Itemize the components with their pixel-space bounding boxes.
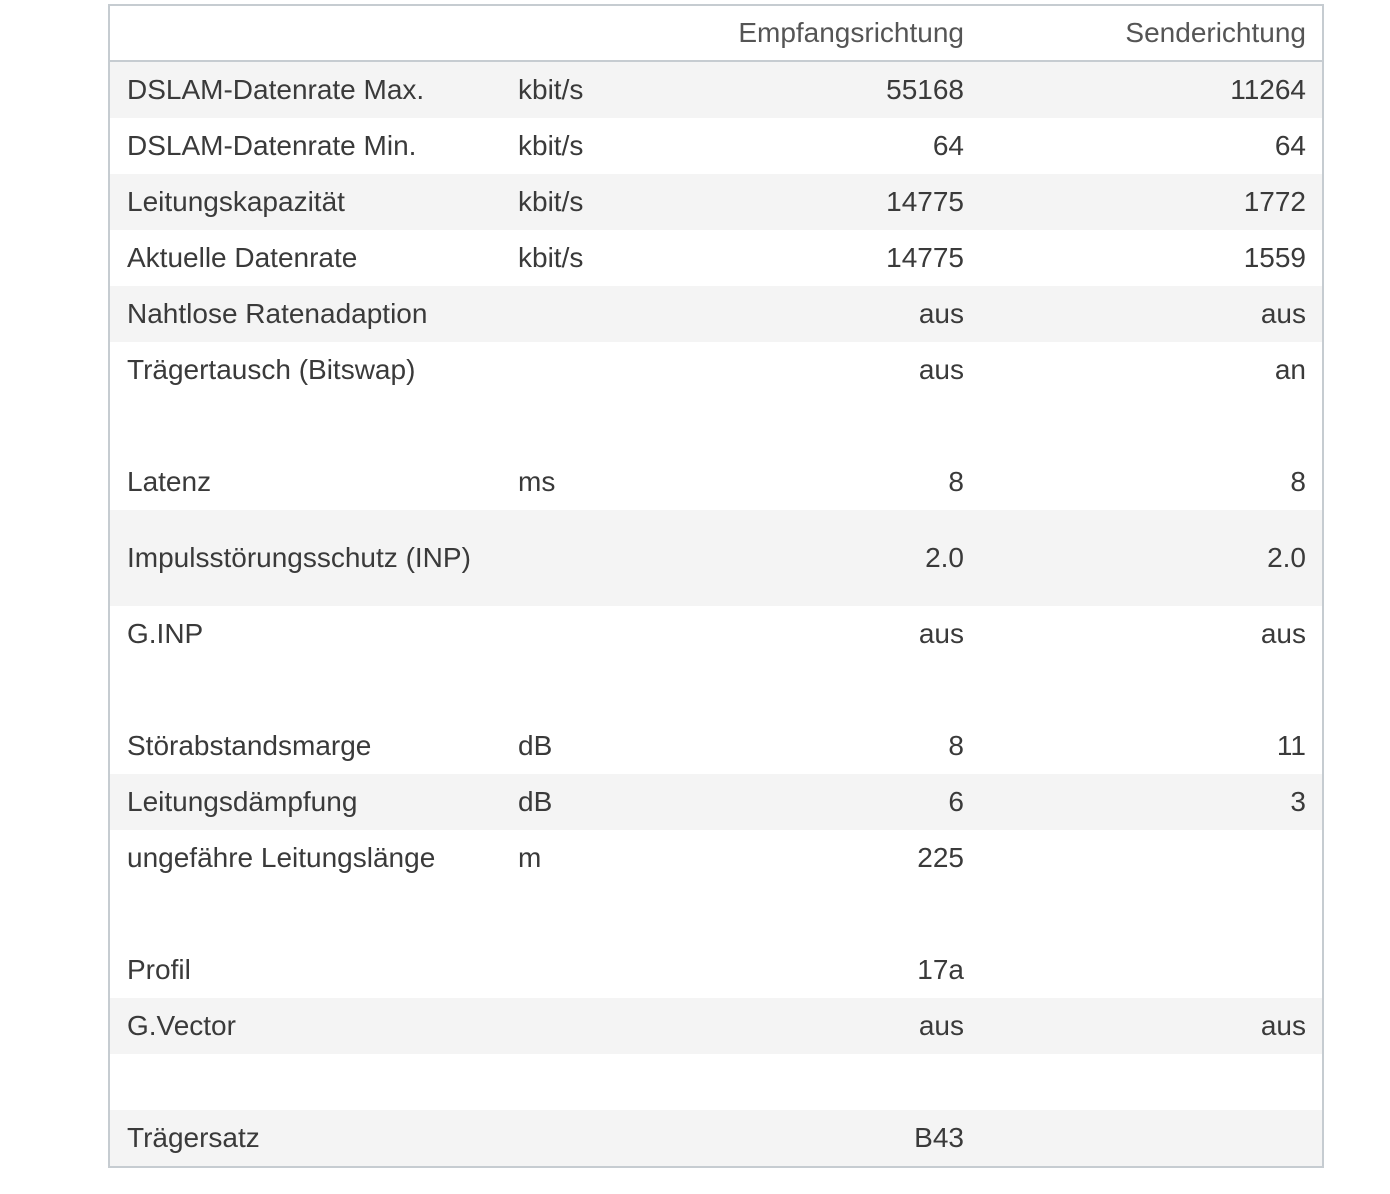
row-label: Profil: [110, 942, 500, 998]
row-unit: kbit/s: [500, 61, 710, 118]
row-downstream-value: 14775: [710, 230, 980, 286]
table-header-row: [110, 6, 1322, 61]
row-downstream-value: 225: [710, 830, 980, 886]
row-label: G.Vector: [110, 998, 500, 1054]
row-unit: [500, 886, 710, 942]
row-label: Trägersatz: [110, 1110, 500, 1166]
row-label: G.INP: [110, 606, 500, 662]
row-label: Nahtlose Ratenadaption: [110, 286, 500, 342]
row-unit: kbit/s: [500, 174, 710, 230]
row-downstream-value: [710, 398, 980, 454]
dsl-info-table-container: [108, 4, 1324, 1168]
row-unit: [500, 398, 710, 454]
row-label: Impulsstörungsschutz (INP): [110, 510, 500, 606]
row-downstream-value: B43: [710, 1110, 980, 1166]
row-unit: [500, 1054, 710, 1110]
row-unit: m: [500, 830, 710, 886]
row-unit: dB: [500, 718, 710, 774]
row-downstream-value: 8: [710, 454, 980, 510]
row-unit: kbit/s: [500, 230, 710, 286]
row-downstream-value: aus: [710, 342, 980, 398]
row-downstream-value: [710, 662, 980, 718]
row-downstream-value: 8: [710, 718, 980, 774]
row-label: Trägertausch (Bitswap): [110, 342, 500, 398]
row-upstream-value: aus: [980, 286, 1322, 342]
table-row: [110, 454, 1322, 510]
table-row: [110, 118, 1322, 174]
row-label: Latenz: [110, 454, 500, 510]
dsl-info-table: [110, 6, 1322, 1166]
table-row: [110, 230, 1322, 286]
row-upstream-value: an: [980, 342, 1322, 398]
table-row: [110, 510, 1322, 606]
row-label: [110, 662, 500, 718]
row-unit: [500, 510, 710, 606]
row-downstream-value: 14775: [710, 174, 980, 230]
table-row: [110, 1110, 1322, 1166]
row-downstream-value: aus: [710, 606, 980, 662]
table-row: [110, 718, 1322, 774]
row-upstream-value: 3: [980, 774, 1322, 830]
row-upstream-value: 11264: [980, 61, 1322, 118]
row-label: Störabstandsmarge: [110, 718, 500, 774]
row-upstream-value: [980, 942, 1322, 998]
row-downstream-value: 2.0: [710, 510, 980, 606]
header-unit: [500, 6, 710, 61]
row-unit: dB: [500, 774, 710, 830]
row-label: Aktuelle Datenrate: [110, 230, 500, 286]
header-downstream: Empfangsrichtung: [710, 6, 980, 61]
row-unit: [500, 342, 710, 398]
row-label: Leitungskapazität: [110, 174, 500, 230]
row-upstream-value: 2.0: [980, 510, 1322, 606]
row-label: Leitungsdämpfung: [110, 774, 500, 830]
row-upstream-value: [980, 1110, 1322, 1166]
row-downstream-value: aus: [710, 998, 980, 1054]
row-downstream-value: [710, 886, 980, 942]
row-upstream-value: 1559: [980, 230, 1322, 286]
table-spacer-row: [110, 886, 1322, 942]
row-label: ungefähre Leitungslänge: [110, 830, 500, 886]
table-row: [110, 342, 1322, 398]
table-row: [110, 606, 1322, 662]
header-label: [110, 6, 500, 61]
row-upstream-value: [980, 662, 1322, 718]
row-unit: [500, 1110, 710, 1166]
row-upstream-value: aus: [980, 606, 1322, 662]
row-upstream-value: aus: [980, 998, 1322, 1054]
table-spacer-row: [110, 398, 1322, 454]
row-unit: ms: [500, 454, 710, 510]
row-upstream-value: 1772: [980, 174, 1322, 230]
table-row: [110, 61, 1322, 118]
table-row: [110, 942, 1322, 998]
row-downstream-value: [710, 1054, 980, 1110]
row-unit: [500, 998, 710, 1054]
row-downstream-value: 6: [710, 774, 980, 830]
row-upstream-value: [980, 1054, 1322, 1110]
row-label: [110, 1054, 500, 1110]
row-upstream-value: [980, 886, 1322, 942]
row-unit: kbit/s: [500, 118, 710, 174]
table-row: [110, 286, 1322, 342]
row-label: DSLAM-Datenrate Max.: [110, 61, 500, 118]
table-row: [110, 774, 1322, 830]
row-downstream-value: 55168: [710, 61, 980, 118]
row-upstream-value: 64: [980, 118, 1322, 174]
row-unit: [500, 606, 710, 662]
row-unit: [500, 942, 710, 998]
row-downstream-value: 64: [710, 118, 980, 174]
row-upstream-value: [980, 398, 1322, 454]
table-row: [110, 174, 1322, 230]
table-row: [110, 998, 1322, 1054]
table-row: [110, 830, 1322, 886]
header-upstream: Senderichtung: [980, 6, 1322, 61]
row-downstream-value: aus: [710, 286, 980, 342]
row-upstream-value: 11: [980, 718, 1322, 774]
row-label: DSLAM-Datenrate Min.: [110, 118, 500, 174]
row-unit: [500, 662, 710, 718]
row-upstream-value: 8: [980, 454, 1322, 510]
table-spacer-row: [110, 662, 1322, 718]
row-label: [110, 886, 500, 942]
row-unit: [500, 286, 710, 342]
row-upstream-value: [980, 830, 1322, 886]
table-spacer-row: [110, 1054, 1322, 1110]
row-label: [110, 398, 500, 454]
row-downstream-value: 17a: [710, 942, 980, 998]
